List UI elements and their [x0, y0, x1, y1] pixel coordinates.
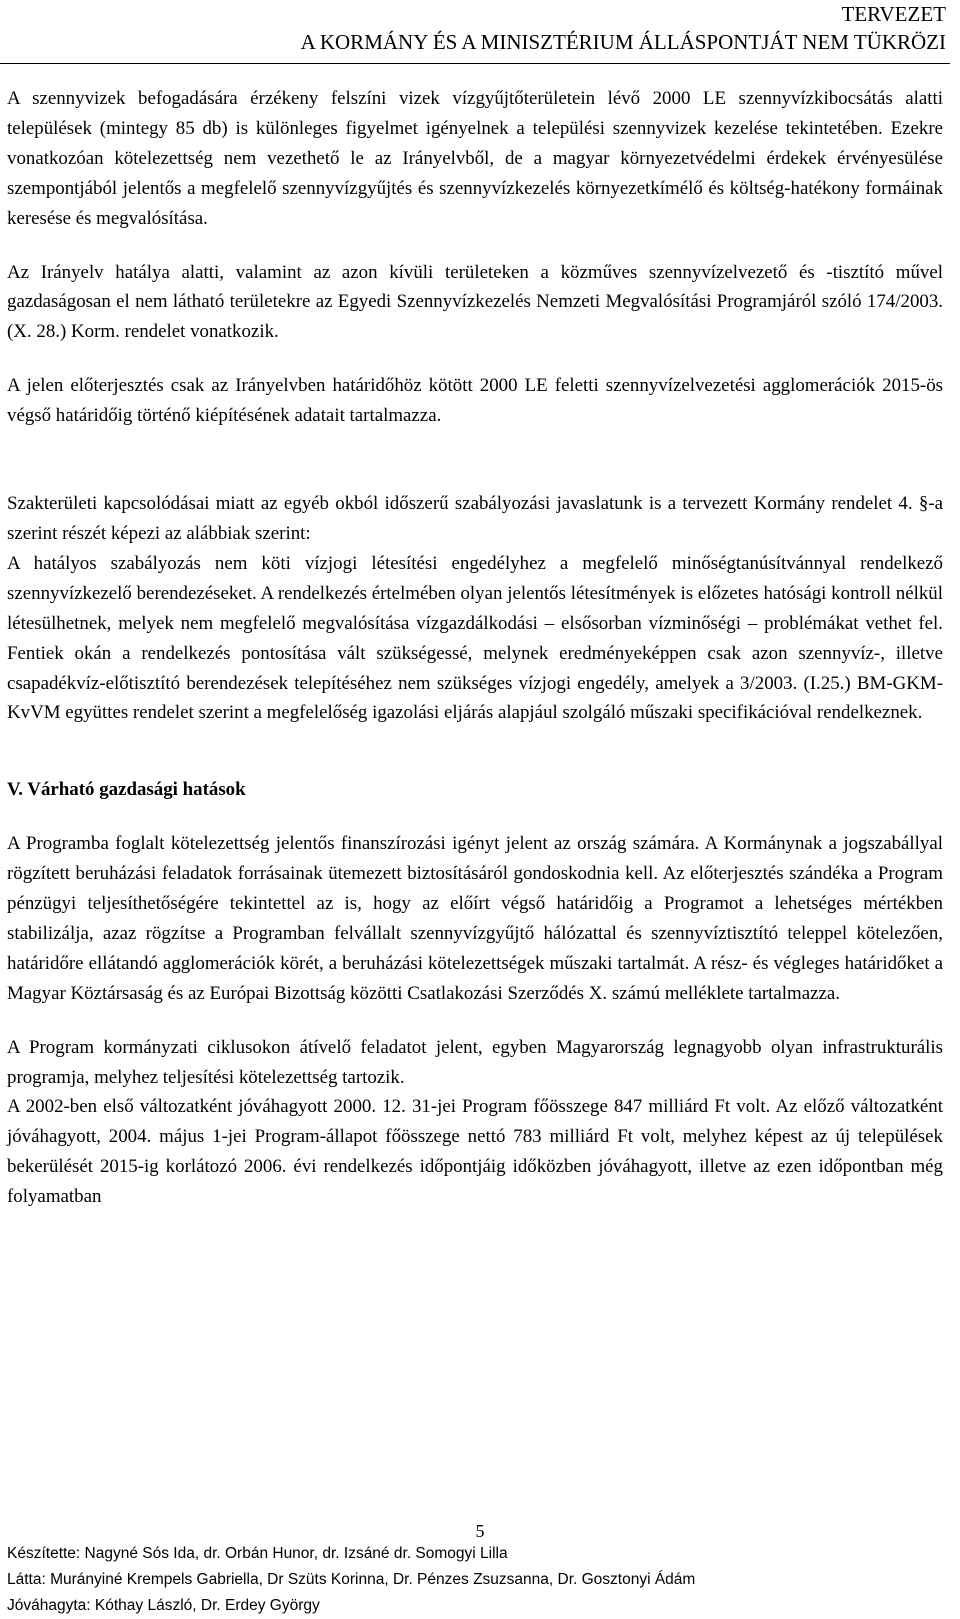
paragraph-directive-scope: Az Irányelv hatálya alatti, valamint az azon kívüli területeken a közműves szennyvízelvezető és -tisztító művel gazdaságosan el nem látható területekre az Egyedi Szennyvízkezelés Nemzeti Megvalósítási Programjáról szóló 174/2003. (X. 28.) Korm. rendelet vonatkozik. — [7, 261, 943, 343]
header-disclaimer: A KORMÁNY ÉS A MINISZTÉRIUM ÁLLÁSPONTJÁT NEM TÜKRÖZI — [300, 30, 946, 54]
footer-reviewed-by: Látta: Murányiné Krempels Gabriella, Dr Szüts Korinna, Dr. Pénzes Zsuzsanna, Dr. Gosztonyi Ádám — [7, 1571, 696, 1588]
section-title-economic-effects: V. Várható gazdasági hatások — [7, 779, 246, 801]
paragraph-proposal-content: A jelen előterjesztés csak az Irányelvben határidőhöz kötött 2000 LE feletti szennyvízelvezetési agglomerációk 2015-ös végső határidőig történő kiépítésének adatait tartalmazza. — [7, 375, 943, 427]
page-number: 5 — [475, 1521, 485, 1541]
draft-header — [0, 0, 946, 56]
footer-prepared-by: Készítette: Nagyné Sós Ida, dr. Orbán Hunor, dr. Izsáné dr. Somogyi Lilla — [7, 1545, 508, 1562]
paragraph-related-regulation: Szakterületi kapcsolódásai miatt az egyéb okból időszerű szabályozási javaslatunk is a tervezett Kormány rendelet 4. §-a szerint részét képezi az alábbiak szerint: — [7, 493, 943, 544]
document-body — [7, 84, 943, 1212]
footer-approved-by: Jóváhagyta: Kóthay László, Dr. Erdey György — [7, 1597, 320, 1614]
paragraph-program-scope: A Program kormányzati ciklusokon átívelő feladatot jelent, egyben Magyarország legnagyobb olyan infrastrukturális programja, melyhez teljesítési kötelezettség tartozik. — [7, 1036, 943, 1088]
paragraph-program-history: A 2002-ben első változatként jóváhagyott 2000. 12. 31-jei Program főösszege 847 milliárd Ft volt. Az előző változatként jóváhagyott, 2004. május 1-jei Program-állapot főösszege nettó 783 milliárd Ft volt, melyhez képest az új települések bekerülését 2015-ig korlátozó 2006. évi rendelkezés időpontjáig időközben jóváhagyott, illetve az ezen időpontban még folyamatban — [7, 1096, 943, 1208]
paragraph-small-settlements: A szennyvizek befogadására érzékeny felszíni vizek vízgyűjtőterületein lévő 2000 LE szennyvízkibocsátás alatti települések (mintegy 85 db) is különleges figyelmet igényelnek a települési szennyvizek kezelése tekintetében. Ezekre vonatkozóan kötelezettség nem vezethető le az Irányelvből, de a magyar környezetvédelmi érdekek érvényesülése szempontjából jelentős a megfelelő szennyvízgyűjtés és szennyvízkezelés környezetkímélő és költség-hatékony formáinak keresése és megvalósítása. — [7, 88, 943, 229]
document-footer — [7, 1541, 947, 1619]
header-divider — [0, 63, 950, 64]
paragraph-water-permits: A hatályos szabályozás nem köti vízjogi létesítési engedélyhez a megfelelő minőségtanúsítvánnyal rendelkező szennyvízkezelő berendezéseket. A rendelkezés értelmében olyan jelentős létesítmények is előzetes hatósági kontroll nélkül létesülhetnek, melyek nem megfelelő megvalósítása vízgazdálkodási – elsősorban vízminőségi – problémákat vethet fel. Fentiek okán a rendelkezés pontosítása vált szükségessé, melynek eredményeképpen csak azon szennyvíz-, illetve csapadékvíz-előtisztító berendezések telepítéséhez nem szükséges vízjogi engedély, amelyek a 3/2003. (I.25.) BM-GKM-KvVM együttes rendelet szerint a megfelelőség igazolási eljárás alapjául szolgáló műszaki specifikációval rendelkeznek. — [7, 552, 943, 724]
header-draft-label: TERVEZET — [841, 2, 946, 26]
paragraph-financing: A Programba foglalt kötelezettség jelentős finanszírozási igényt jelent az ország számára. A Kormánynak a jogszabállyal rögzített beruházási feladatok forrásainak ütemezett biztosításáról gondoskodnia kell. Az előterjesztés szándéka a Program pénzügyi teljesíthetőségére tekintettel az is, hogy az előírt végső határidőig a Programot a lehetséges mértékben stabilizálja, azaz rögzítse a Programban felvállalt szennyvízgyűjtő hálózattal és szennyvíztisztító teleppel kötelezően, határidőre ellátandó agglomerációk körét, a beruházási kötelezettségek műszaki tartalmát. A rész- és végleges határidőket a Magyar Köztársaság és az Európai Bizottság közötti Csatlakozási Szerződés X. számú melléklete tartalmazza. — [7, 833, 943, 1004]
